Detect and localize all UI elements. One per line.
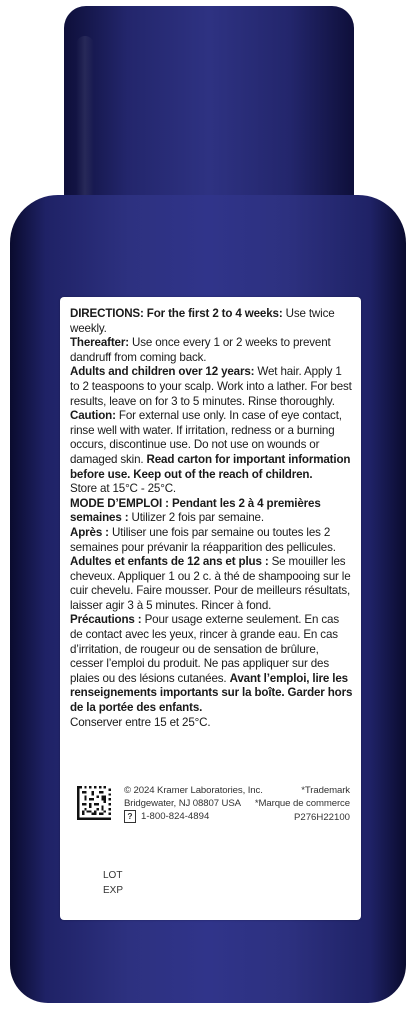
mode-emploi-heading: MODE D’EMPLOI : Pendant les 2 à 4 premières semaines :	[70, 496, 321, 525]
caution-label: Caution:	[70, 409, 116, 423]
product-label	[60, 297, 361, 920]
trademark-note	[255, 784, 350, 810]
apres-label: Après :	[70, 525, 109, 539]
precautions-text: Pour usage externe seulement. En cas de contact avec les yeux, rincer à grande eau. En cas d’irritation, de rougeur ou de sensation de brûlure, cesser l’emploi du produit. Ne pas appliquer sur des plaies ou des lésions cutanées.	[70, 613, 339, 685]
company-info	[124, 784, 263, 810]
product-code: P276H22100	[293, 812, 350, 823]
copyright-text: © 2024 Kramer Laboratories, Inc.	[124, 785, 263, 796]
lot-exp-block	[103, 868, 123, 898]
mode-emploi-paragraph	[70, 497, 354, 526]
trademark-en: *Trademark	[301, 785, 350, 796]
directions-text	[70, 307, 354, 730]
directions-heading-text: Use twice weekly.	[70, 307, 335, 335]
bottle-cap	[64, 6, 354, 226]
caution-warning: Read carton for important information before use. Keep out of the reach of children.	[70, 452, 351, 481]
apres-paragraph	[70, 526, 354, 555]
adults-text: Wet hair. Apply 1 to 2 teaspoons to your scalp. Work into a lather. For best results, leave on for 3 to 5 minutes. Rinse thoroughly.	[70, 365, 352, 408]
precautions-warning: Avant l’emploi, lire les renseignements importants sur la boîte. Garder hors de la portée des enfants.	[70, 671, 353, 715]
datamatrix-code	[77, 786, 111, 820]
directions-en-intro	[70, 307, 354, 336]
company-address: Bridgewater, NJ 08807 USA	[124, 798, 241, 809]
mode-emploi-text: Utilizer 2 fois par semaine.	[128, 511, 264, 525]
adults-label: Adults and children over 12 years:	[70, 365, 255, 379]
lot-label: LOT	[103, 870, 123, 881]
apres-text: Utiliser une fois par semaine ou toutes les 2 semaines pour prévanir la réapparition des pellicules.	[70, 525, 336, 554]
thereafter-label: Thereafter:	[70, 336, 129, 350]
help-icon: ?	[124, 810, 136, 823]
adults-paragraph	[70, 365, 354, 409]
adultes-paragraph	[70, 555, 354, 613]
conserver-text: Conserver entre 15 et 25°C.	[70, 715, 211, 729]
phone-line	[124, 810, 209, 823]
thereafter-text: Use once every 1 or 2 weeks to prevent dandruff from coming back.	[70, 336, 331, 364]
caution-paragraph	[70, 409, 354, 482]
precautions-label: Précautions :	[70, 613, 142, 627]
precautions-paragraph	[70, 613, 354, 715]
thereafter-paragraph	[70, 336, 354, 365]
adultes-text: Se mouiller les cheveux. Appliquer 1 ou 2 c. à thé de shampooing sur le cuir chevelu. Faire mousser. Pour de meilleurs résultats, laisser agir 3 à 5 minutes. Rincer à fond.	[70, 555, 351, 612]
cap-highlight	[76, 36, 94, 206]
trademark-fr: *Marque de commerce	[254, 798, 350, 809]
directions-heading: DIRECTIONS: For the first 2 to 4 weeks:	[70, 307, 283, 320]
exp-label: EXP	[103, 885, 124, 896]
phone-number: 1-800-824-4894	[141, 811, 210, 822]
storage-text: Store at 15°C - 25°C.	[70, 482, 177, 496]
adultes-label: Adultes et enfants de 12 ans et plus :	[70, 555, 269, 569]
caution-text: For external use only. In case of eye contact, rinse well with water. If irritation, redness or a burning occurs, discontinue use. Do not use on wounds or damaged skin.	[70, 409, 342, 466]
